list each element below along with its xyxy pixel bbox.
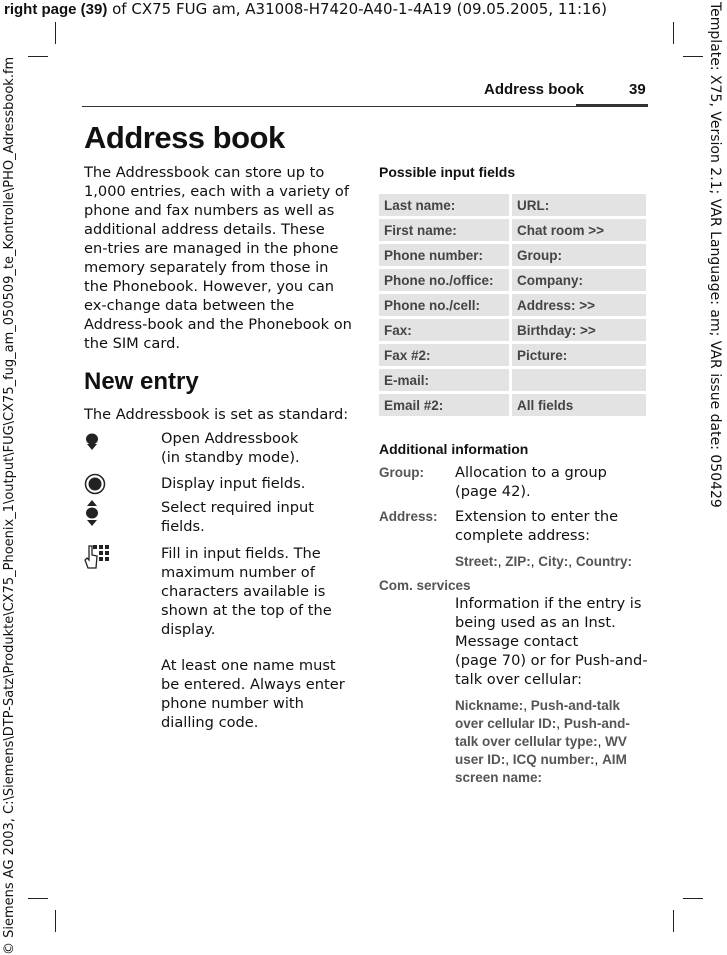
table-row [379,269,646,291]
table-row [379,369,646,391]
step-note [84,656,352,732]
fields-table [379,191,646,419]
page-number: 39 [629,81,646,98]
com-field: ICQ number: [512,752,595,767]
field-cell: Group: [512,244,646,266]
step-select [84,498,352,544]
address-entry [379,507,649,571]
com-services-entry [379,576,649,787]
field-cell: Last name: [379,194,512,216]
address-field: City: [538,554,569,569]
copyright-path-text: © Siemens AG 2003, C:\Siemens\DTP-Satz\Produkte\CX75_Phoenix_1\output\FUG\CX75_fug_am_050509_te_Kontrolle\PHO_Adressbook.fm [2,56,17,955]
group-label: Group: [379,465,424,480]
field-cell: Picture: [512,344,646,366]
field-cell: Email #2: [379,394,512,416]
table-row [379,319,646,341]
possible-fields-heading: Possible input fields [379,164,516,180]
crop-mark [673,22,674,44]
step-text: Display input fields. [161,475,306,492]
step-text: Open Addressbook (in standby mode). [161,430,300,466]
field-cell: Chat room >> [512,219,646,241]
field-cell: Fax #2: [379,344,512,366]
field-cell [512,369,646,391]
group-text: Allocation to a group (page 42). [455,464,607,500]
step-display [84,474,352,498]
header-rule-thick [576,104,648,107]
table-row [379,294,646,316]
template-info-text: Template: X75, Version 2.1; VAR Language: am; VAR issue date: 050429 [707,2,723,508]
field-cell: Address: >> [512,294,646,316]
crop-mark [28,56,48,57]
additional-info-heading: Additional information [379,441,529,457]
field-cell: Phone number: [379,244,512,266]
print-info-rest: of CX75 FUG am, A31008-H7420-A40-1-4A19 (09.05.2005, 11:16) [107,0,607,18]
table-row [379,194,646,216]
field-cell: First name: [379,219,512,241]
step-text: Select required input fields. [161,499,314,535]
step-fill [84,544,352,656]
com-field: Push-and-talk over cellular ID: [455,698,621,731]
com-field: Nickname: [455,698,524,713]
step-text: Fill in input fields. The maximum number of characters available is shown at the top of the display. [161,545,332,638]
table-row [379,394,646,416]
step-list [84,429,352,732]
table-row [379,344,646,366]
address-fields: Street:, ZIP:, City:, Country: [455,554,633,569]
crop-mark [55,910,56,932]
joystick-up-down-icon [84,500,114,530]
field-cell: Company: [512,269,646,291]
group-entry [379,463,649,501]
crop-mark [683,898,703,899]
address-text: Extension to enter the complete address: [455,508,619,544]
crop-mark [683,56,703,57]
field-cell: URL: [512,194,646,216]
field-cell: E-mail: [379,369,512,391]
header-rule [82,106,648,107]
com-field: WV user ID: [455,734,627,767]
address-field: Country: [575,554,633,569]
new-entry-heading: New entry [84,368,199,395]
template-info [703,2,723,952]
com-services-fields: Nickname:, Push-and-talk over cellular ID:, Push-and-talk over cellular type:, WV user ID:, ICQ number:, AIM screen name: [455,698,630,785]
joystick-down-icon [84,431,114,461]
standard-text: The Addressbook is set as standard: [84,406,349,423]
print-info-line [4,0,607,18]
intro-paragraph: The Addressbook can store up to 1,000 entries, each with a variety of phone and fax numbers as well as additional address details. These en-tries are managed in the phone memory separately from those in the Phonebook. However, you can ex-change data between the Address-book and the Phonebook on the SIM card. [84,164,352,352]
crop-mark [673,910,674,932]
step-text: At least one name must be entered. Always enter phone number with dialling code. [161,657,345,731]
field-cell: All fields [512,394,646,416]
crop-mark [28,898,48,899]
com-field: AIM screen name: [455,752,627,785]
address-field: Street: [455,554,498,569]
address-field: ZIP: [505,554,531,569]
field-cell: Birthday: >> [512,319,646,341]
address-label: Address: [379,509,438,524]
table-row [379,244,646,266]
com-field: Push-and-talk over cellular type: [455,716,630,749]
print-info-bold: right page (39) [4,1,108,18]
crop-mark [55,22,56,44]
field-cell: Fax: [379,319,512,341]
running-header-section: Address book [484,81,585,98]
step-open [84,429,352,474]
com-services-text: Information if the entry is being used as an Inst. Message contact (page 70) or for Push-and-talk over cellular: [455,595,648,688]
field-cell: Phone no./office: [379,269,512,291]
com-services-label: Com. services [379,578,471,593]
table-row [379,219,646,241]
field-cell: Phone no./cell: [379,294,512,316]
page-title: Address book [84,120,285,155]
keypad-icon [84,544,114,574]
copyright-path [0,0,20,955]
